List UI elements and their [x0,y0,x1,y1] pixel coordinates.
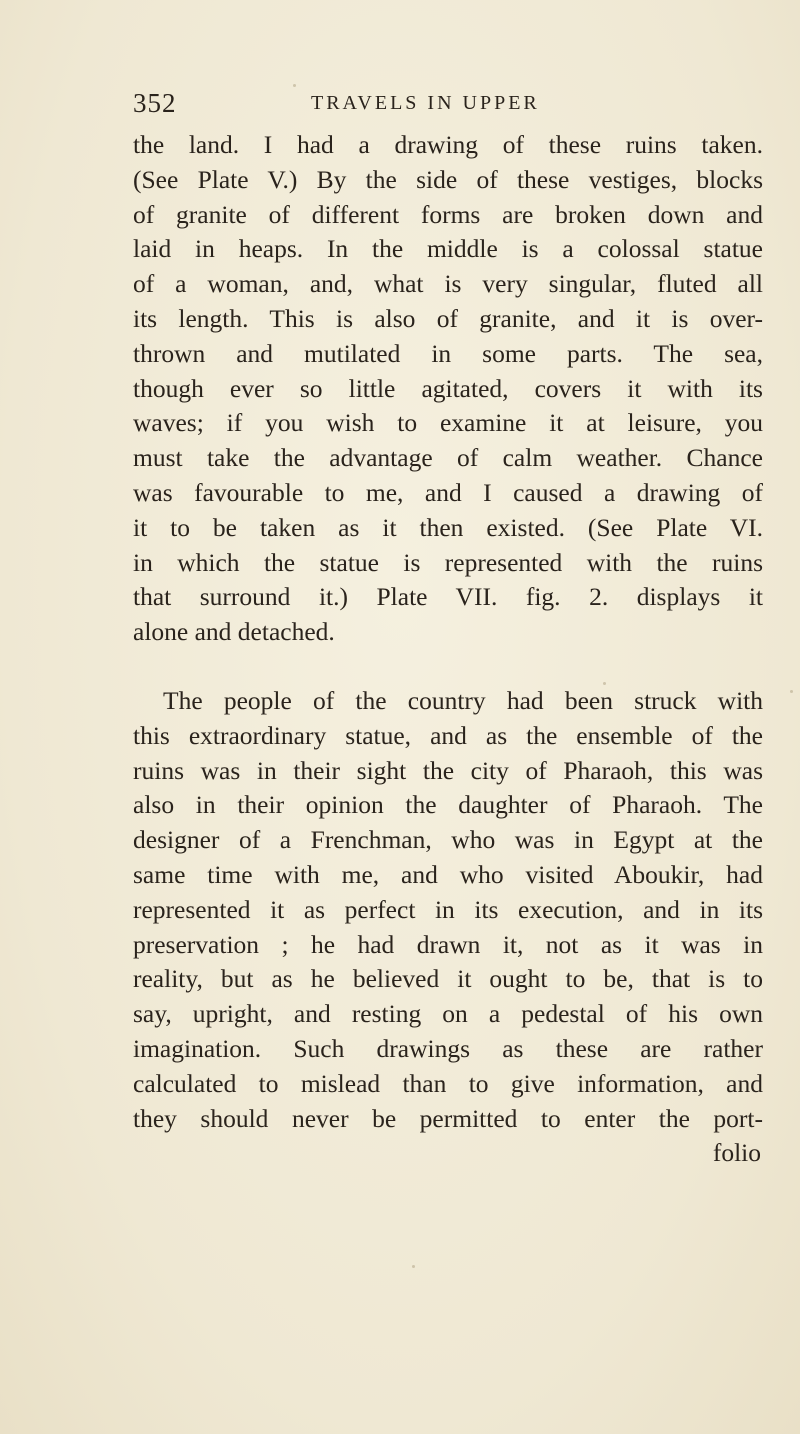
text-line: this extraordinary statue, and as the ensemble of the [133,720,763,750]
text-line: though ever so little agitated, covers it with its [133,373,763,403]
text-line: ruins was in their sight the city of Pharaoh, this was [133,755,763,785]
page-number: 352 [133,88,177,118]
paper-speck [603,682,606,685]
body-text [133,128,763,1171]
text-line: (See Plate V.) By the side of these vestiges, blocks [133,164,763,194]
text-line: laid in heaps. In the middle is a colossal statue [133,234,763,264]
text-line: alone and detached. [133,617,335,647]
text-line: reality, but as he believed it ought to be, that is to [133,964,763,994]
text-line: imagination. Such drawings as these are rather [133,1033,763,1063]
paper-speck [412,1265,415,1268]
page-header [133,88,773,128]
text-line: preservation ; he had drawn it, not as it was in [133,929,763,959]
text-line: same time with me, and who visited Aboukir, had [133,859,763,889]
text-line: The people of the country had been struck with [163,685,763,715]
text-line: calculated to mislead than to give information, and [133,1068,763,1098]
paragraph-1 [133,128,763,650]
text-line: they should never be permitted to enter the port- [133,1103,763,1133]
text-line: say, upright, and resting on a pedestal of his own [133,999,763,1029]
text-line: the land. I had a drawing of these ruins taken. [133,130,763,159]
text-line: also in their opinion the daughter of Pharaoh. The [133,790,763,820]
text-line: represented it as perfect in its execution, and in its [133,894,763,924]
paragraph-2 [133,684,763,1136]
text-line: waves; if you wish to examine it at leisure, you [133,408,763,438]
running-head: TRAVELS IN UPPER [311,92,540,114]
text-line: of granite of different forms are broken down and [133,199,763,229]
paragraph-gap [133,650,763,684]
text-line: must take the advantage of calm weather. Chance [133,443,763,473]
paper-speck [293,84,296,87]
text-line: its length. This is also of granite, and it is over- [133,303,763,333]
text-line: was favourable to me, and I caused a drawing of [133,477,763,507]
text-line: that surround it.) Plate VII. fig. 2. displays it [133,582,763,612]
paper-speck [790,690,793,693]
text-line: designer of a Frenchman, who was in Egypt at the [133,825,763,855]
text-line: thrown and mutilated in some parts. The sea, [133,338,763,368]
catchword: folio [712,1138,761,1168]
text-line: in which the statue is represented with the ruins [133,547,763,577]
text-line: of a woman, and, what is very singular, fluted all [133,269,763,299]
text-line: it to be taken as it then existed. (See Plate VI. [133,512,763,542]
